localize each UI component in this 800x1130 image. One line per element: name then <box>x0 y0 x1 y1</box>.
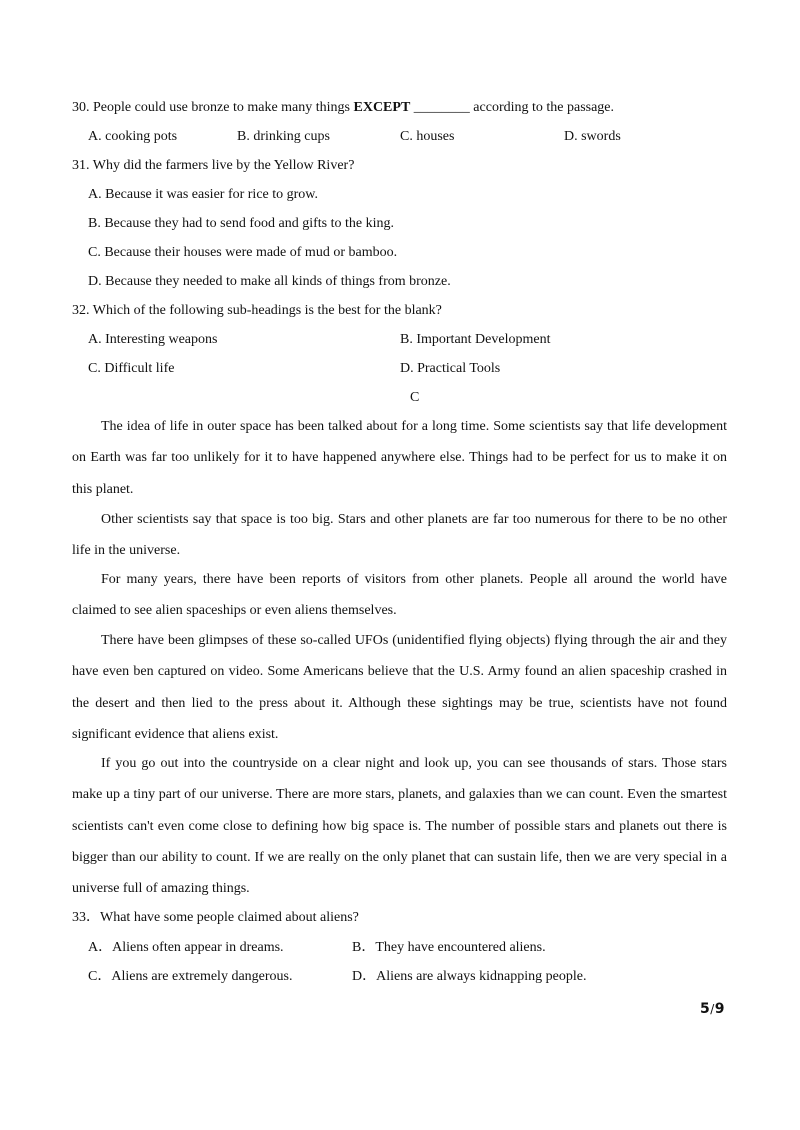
question-32-stem: 32. Which of the following sub-headings is the best for the blank? <box>72 303 442 318</box>
question-31-stem: 31. Why did the farmers live by the Yellow River? <box>72 158 355 173</box>
question-32-option-d[interactable]: D. Practical Tools <box>400 361 501 376</box>
question-32-option-c[interactable]: C. Difficult life <box>88 361 175 376</box>
question-30-option-d[interactable]: D. swords <box>564 129 621 144</box>
page-number-separator: / <box>710 1002 715 1016</box>
question-33-option-a[interactable]: A．Aliens often appear in dreams. <box>88 940 284 955</box>
question-30-option-a[interactable]: A. cooking pots <box>88 129 178 144</box>
question-32-option-b[interactable]: B. Important Development <box>400 332 551 347</box>
question-33-option-b[interactable]: B．They have encountered aliens. <box>352 940 546 955</box>
question-30-stem-start: 30. People could use bronze to make many things <box>72 100 354 115</box>
question-30-stem-end: ________ according to the passage. <box>410 100 615 115</box>
question-30-option-c[interactable]: C. houses <box>400 129 455 144</box>
section-label: C <box>410 390 420 405</box>
passage-paragraph-4: There have been glimpses of these so-called UFOs (unidentified flying objects) flying through the air and they have even ben captured on video. Some Americans believe that the U.S. Army found an alien spaceship crashed in the desert and then lied to the press about it. Although these sightings may be true, scientists have not found significant evidence that aliens exist. <box>72 633 727 742</box>
page-number <box>700 1001 725 1017</box>
question-31-option-b[interactable]: B. Because they had to send food and gifts to the king. <box>88 216 394 231</box>
question-32-option-a[interactable]: A. Interesting weapons <box>88 332 218 347</box>
question-31-option-a[interactable]: A. Because it was easier for rice to grow. <box>88 187 319 202</box>
passage-paragraph-5: If you go out into the countryside on a clear night and look up, you can see thousands of stars. Those stars make up a tiny part of our universe. There are more stars, planets, and galaxies than we can count. Even the smartest scientists can't even come close to defining how big space is. The number of possible stars and planets out there is bigger than our ability to count. If we are really on the only planet that can sustain life, then we are very special in a universe full of amazing things. <box>72 756 727 897</box>
question-30-stem <box>72 100 614 116</box>
question-30-except-keyword: EXCEPT <box>353 100 411 115</box>
question-33-stem: 33．What have some people claimed about aliens? <box>72 910 359 925</box>
question-33-option-d[interactable]: D．Aliens are always kidnapping people. <box>352 969 587 984</box>
page-number-total: 9 <box>714 1001 726 1017</box>
passage-paragraph-2: Other scientists say that space is too big. Stars and other planets are far too numerous for there to be no other life in the universe. <box>72 512 727 559</box>
question-31-option-c[interactable]: C. Because their houses were made of mud or bamboo. <box>88 245 398 260</box>
question-31-option-d[interactable]: D. Because they needed to make all kinds of things from bronze. <box>88 274 451 289</box>
passage-paragraph-1: The idea of life in outer space has been talked about for a long time. Some scientists say that life development on Earth was far too unlikely for it to have happened anywhere else. Things had to be perfect for us to make it on this planet. <box>72 419 727 497</box>
question-30-option-b[interactable]: B. drinking cups <box>237 129 330 144</box>
question-33-option-c[interactable]: C．Aliens are extremely dangerous. <box>88 969 293 984</box>
page-number-current: 5 <box>700 1001 711 1017</box>
passage-paragraph-3: For many years, there have been reports of visitors from other planets. People all around the world have claimed to see alien spaceships or even aliens themselves. <box>72 572 727 619</box>
